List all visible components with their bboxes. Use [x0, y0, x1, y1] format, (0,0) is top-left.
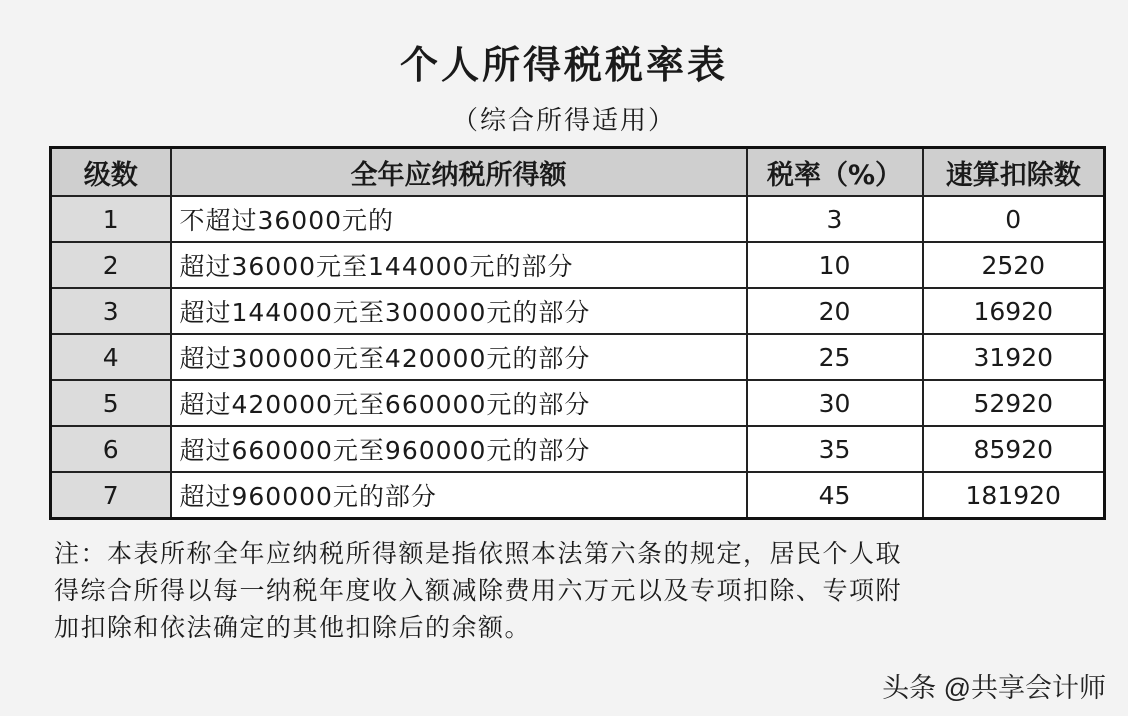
table-header-row	[51, 148, 1105, 197]
cell-deduction: 31920	[923, 334, 1105, 380]
cell-rate: 3	[747, 196, 923, 242]
table-row	[51, 196, 1105, 242]
cell-income: 不超过36000元的	[171, 196, 747, 242]
cell-level: 6	[51, 426, 171, 472]
cell-level: 5	[51, 380, 171, 426]
table-row	[51, 334, 1105, 380]
cell-rate: 45	[747, 472, 923, 519]
footnote-line: 注：本表所称全年应纳税所得额是指依照本法第六条的规定，居民个人取	[54, 539, 903, 568]
cell-rate: 20	[747, 288, 923, 334]
cell-income: 超过420000元至660000元的部分	[171, 380, 747, 426]
cell-deduction: 85920	[923, 426, 1105, 472]
footnote-line: 得综合所得以每一纳税年度收入额减除费用六万元以及专项扣除、专项附	[54, 576, 903, 605]
tax-rate-table	[49, 146, 1106, 520]
header-rate: 税率（%）	[747, 148, 923, 197]
table-row	[51, 288, 1105, 334]
cell-income: 超过36000元至144000元的部分	[171, 242, 747, 288]
cell-income: 超过960000元的部分	[171, 472, 747, 519]
cell-level: 4	[51, 334, 171, 380]
header-deduction: 速算扣除数	[923, 148, 1105, 197]
cell-deduction: 2520	[923, 242, 1105, 288]
header-income: 全年应纳税所得额	[171, 148, 747, 197]
table-row	[51, 426, 1105, 472]
header-level: 级数	[51, 148, 171, 197]
cell-income: 超过300000元至420000元的部分	[171, 334, 747, 380]
page-subtitle: （综合所得适用）	[451, 106, 676, 136]
footnote	[54, 535, 1094, 646]
cell-level: 2	[51, 242, 171, 288]
watermark: 头条 @共享会计师	[882, 673, 1106, 703]
cell-rate: 30	[747, 380, 923, 426]
cell-income: 超过660000元至960000元的部分	[171, 426, 747, 472]
table-row	[51, 380, 1105, 426]
footnote-line: 加扣除和依法确定的其他扣除后的余额。	[54, 613, 532, 642]
cell-deduction: 0	[923, 196, 1105, 242]
cell-rate: 35	[747, 426, 923, 472]
cell-level: 7	[51, 472, 171, 519]
table-row	[51, 472, 1105, 519]
cell-rate: 25	[747, 334, 923, 380]
cell-deduction: 52920	[923, 380, 1105, 426]
table-row	[51, 242, 1105, 288]
cell-deduction: 16920	[923, 288, 1105, 334]
cell-deduction: 181920	[923, 472, 1105, 519]
cell-income: 超过144000元至300000元的部分	[171, 288, 747, 334]
cell-rate: 10	[747, 242, 923, 288]
page-title: 个人所得税税率表	[399, 43, 728, 87]
cell-level: 1	[51, 196, 171, 242]
cell-level: 3	[51, 288, 171, 334]
